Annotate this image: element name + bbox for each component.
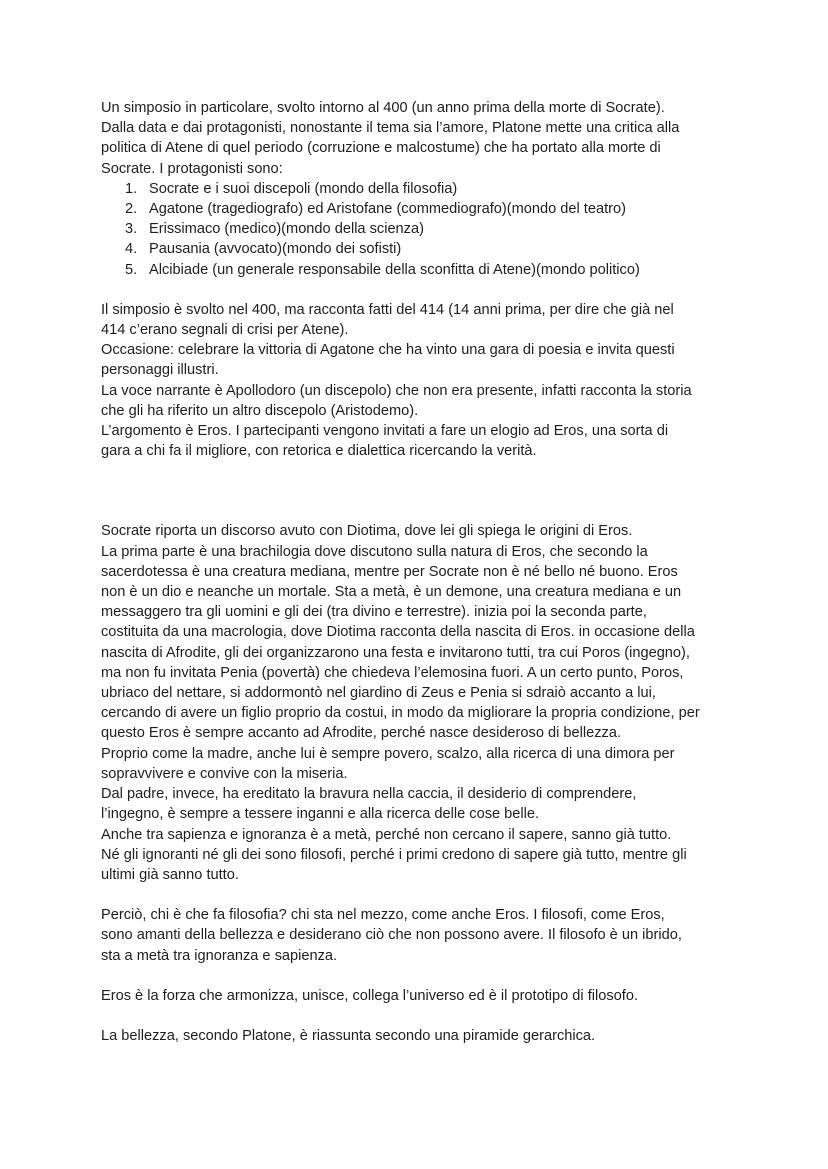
text-line: ma non fu invitata Penia (povertà) che chiedeva l’elemosina fuori. A un certo punto, Poros, (101, 664, 684, 681)
text-line: La bellezza, secondo Platone, è riassunta secondo una piramide gerarchica. (101, 1027, 596, 1044)
protagonists-list (101, 179, 741, 280)
text-line: Proprio come la madre, anche lui è sempre povero, scalzo, alla ricerca di una dimora per (101, 745, 675, 762)
text-line: sacerdotessa è una creatura mediana, mentre per Socrate non è né bello né buono. Eros (101, 563, 678, 580)
list-item-text: Socrate e i suoi discepoli (mondo della filosofia) (149, 180, 458, 197)
text-line: messaggero tra gli uomini e gli dei (tra divino e terrestre). inizia poi la seconda parte, (101, 604, 647, 621)
text-line: L’argomento è Eros. I partecipanti vengono invitati a fare un elogio ad Eros, una sorta di (101, 423, 669, 440)
text-line: ultimi già sanno tutto. (101, 866, 239, 883)
text-line: Un simposio in particolare, svolto intorno al 400 (un anno prima della morte di Socrate). (101, 100, 665, 116)
paragraph-gap (101, 1006, 741, 1026)
list-item-text: Erissimaco (medico)(mondo della scienza) (149, 221, 424, 238)
text-line: Il simposio è svolto nel 400, ma racconta fatti del 414 (14 anni prima, per dire che già nel (101, 301, 674, 318)
list-number: 5. (125, 261, 138, 278)
document-body (101, 98, 741, 1046)
text-line: Dalla data e dai protagonisti, nonostante il tema sia l’amore, Platone mette una critica alla (101, 120, 680, 137)
text-line: gara a chi fa il migliore, con retorica e dialettica ricercando la verità. (101, 443, 537, 460)
text-line: La voce narrante è Apollodoro (un discepolo) che non era presente, infatti racconta la storia (101, 382, 692, 399)
text-line: non è un dio e neanche un mortale. Sta a metà, è un demone, una creatura mediana e un (101, 584, 682, 601)
text-line: sopravvivere e convive con la miseria. (101, 765, 348, 782)
text-line: ubriaco del nettare, si addormontò nel giardino di Zeus e Penia si sdraiò accanto a lui, (101, 685, 656, 702)
text-line: personaggi illustri. (101, 362, 219, 379)
text-line: cercando di avere un figlio proprio da costui, in modo da migliorare la propria condizione, per (101, 705, 700, 722)
list-item (101, 199, 741, 219)
context-paragraph (101, 300, 741, 462)
text-line: Anche tra sapienza e ignoranza è a metà, perché non cercano il sapere, sanno già tutto. (101, 826, 672, 843)
list-item (101, 219, 741, 239)
text-line: sono amanti della bellezza e desiderano ciò che non possono avere. Il filosofo è un ibrido, (101, 927, 682, 944)
list-number: 2. (125, 201, 138, 218)
text-line: l’ingegno, è sempre a tessere inganni e alla ricerca delle cose belle. (101, 806, 540, 823)
text-line: Occasione: celebrare la vittoria di Agatone che ha vinto una gara di poesia e invita questi (101, 342, 675, 359)
list-item-text: Alcibiade (un generale responsabile della sconfitta di Atene)(mondo politico) (149, 261, 640, 278)
text-line: Eros è la forza che armonizza, unisce, collega l’universo ed è il prototipo di filosofo. (101, 987, 639, 1004)
paragraph-gap (101, 280, 741, 300)
text-line: Dal padre, invece, ha ereditato la bravura nella caccia, il desiderio di comprendere, (101, 786, 637, 803)
text-line: nascita di Afrodite, gli dei organizzarono una festa e invitarono tutti, tra cui Poros (ingegno), (101, 644, 690, 661)
text-line: La prima parte è una brachilogia dove discutono sulla natura di Eros, che secondo la (101, 543, 648, 560)
socrates-paragraph (101, 521, 741, 885)
text-line: Perciò, chi è che fa filosofia? chi sta nel mezzo, come anche Eros. I filosofi, come Eros, (101, 907, 665, 924)
text-line: Socrate. I protagonisti sono: (101, 160, 283, 177)
list-item (101, 239, 741, 259)
list-item (101, 179, 741, 199)
beauty-paragraph (101, 1026, 741, 1046)
text-line: 414 c’erano segnali di crisi per Atene). (101, 322, 349, 339)
paragraph-gap (101, 885, 741, 905)
list-item-text: Agatone (tragediografo) ed Aristofane (commediografo)(mondo del teatro) (149, 201, 626, 218)
list-item-text: Pausania (avvocato)(mondo dei sofisti) (149, 241, 402, 258)
text-line: questo Eros è sempre accanto ad Afrodite, perché nasce desideroso di bellezza. (101, 725, 622, 742)
paragraph-gap (101, 966, 741, 986)
text-line: Socrate riporta un discorso avuto con Diotima, dove lei gli spiega le origini di Eros. (101, 523, 633, 540)
list-number: 4. (125, 241, 138, 258)
text-line: politica di Atene di quel periodo (corruzione e malcostume) che ha portato alla morte di (101, 140, 661, 157)
text-line: sta a metà tra ignoranza e sapienza. (101, 947, 338, 964)
list-number: 1. (125, 180, 138, 197)
list-item (101, 260, 741, 280)
text-line: Né gli ignoranti né gli dei sono filosofi, perché i primi credono di sapere già tutto, mentre gli (101, 846, 687, 863)
section-gap (101, 461, 741, 521)
eros-force-paragraph (101, 986, 741, 1006)
intro-paragraph (101, 98, 741, 179)
text-line: costituita da una macrologia, dove Diotima racconta della nascita di Eros. in occasione della (101, 624, 695, 641)
philosophy-paragraph (101, 905, 741, 966)
list-number: 3. (125, 221, 138, 238)
text-line: che gli ha riferito un altro discepolo (Aristodemo). (101, 402, 419, 419)
